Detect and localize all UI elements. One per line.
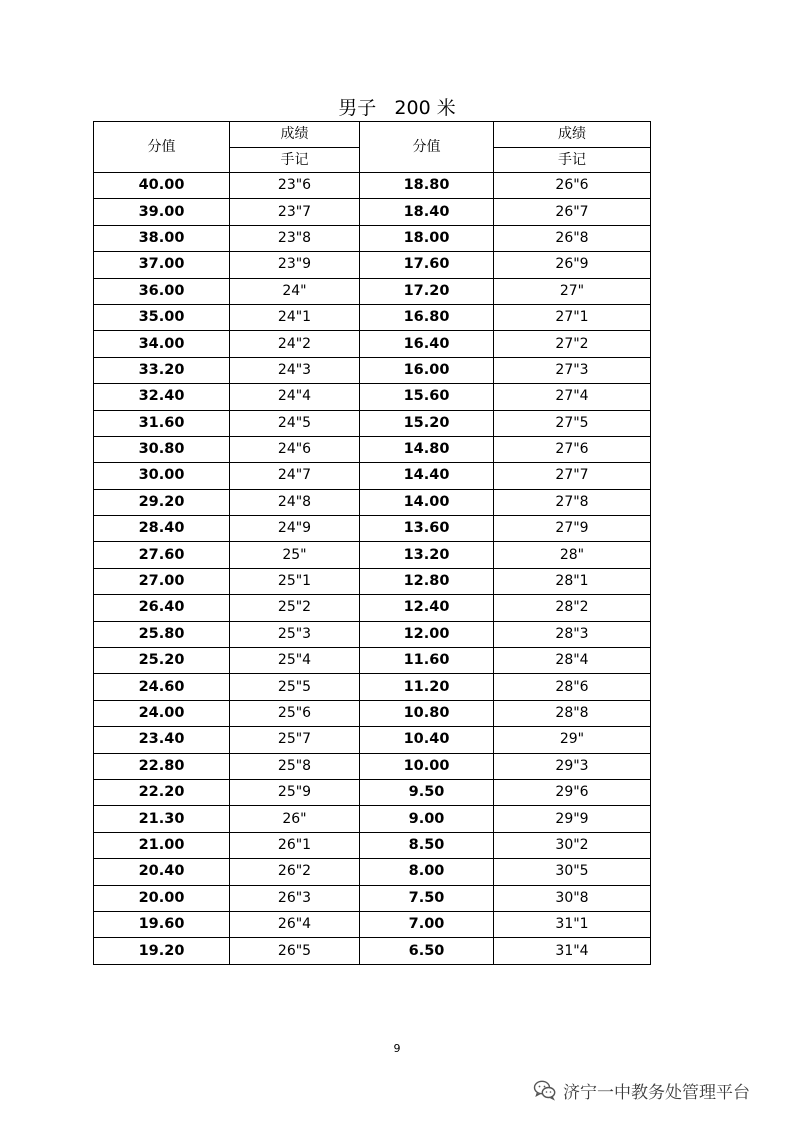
table-row	[94, 727, 651, 753]
table-row	[94, 885, 651, 911]
table-cell-result-left: 25"4	[230, 648, 360, 674]
table-row	[94, 859, 651, 885]
table-cell-score-right: 14.40	[360, 463, 494, 489]
table-cell-score-left: 24.60	[94, 674, 230, 700]
table-row	[94, 357, 651, 383]
result-header-right: 成绩	[494, 122, 651, 148]
table-cell-score-right: 13.20	[360, 542, 494, 568]
table-cell-result-right: 28"4	[494, 648, 651, 674]
table-cell-result-right: 27"3	[494, 357, 651, 383]
table-cell-result-right: 30"2	[494, 832, 651, 858]
score-table	[93, 121, 651, 965]
table-cell-result-right: 28"3	[494, 621, 651, 647]
table-cell-result-right: 26"6	[494, 173, 651, 199]
table-cell-result-right: 29"9	[494, 806, 651, 832]
table-cell-score-right: 17.20	[360, 278, 494, 304]
table-cell-result-left: 23"6	[230, 173, 360, 199]
table-cell-score-left: 24.00	[94, 700, 230, 726]
table-cell-score-left: 26.40	[94, 595, 230, 621]
table-cell-score-right: 7.00	[360, 911, 494, 937]
table-cell-result-right: 28"	[494, 542, 651, 568]
table-cell-score-left: 40.00	[94, 173, 230, 199]
page-number: 9	[393, 1042, 401, 1055]
table-cell-score-right: 14.80	[360, 436, 494, 462]
table-cell-result-right: 27"2	[494, 331, 651, 357]
table-cell-score-right: 8.00	[360, 859, 494, 885]
table-row	[94, 621, 651, 647]
table-row	[94, 806, 651, 832]
table-cell-result-left: 26"2	[230, 859, 360, 885]
table-cell-score-right: 15.20	[360, 410, 494, 436]
result-header-left: 成绩	[230, 122, 360, 148]
table-cell-score-left: 29.20	[94, 489, 230, 515]
table-cell-score-right: 12.40	[360, 595, 494, 621]
table-cell-result-right: 27"5	[494, 410, 651, 436]
table-cell-result-right: 26"7	[494, 199, 651, 225]
table-cell-score-left: 22.20	[94, 779, 230, 805]
table-cell-score-right: 18.80	[360, 173, 494, 199]
table-cell-result-left: 25"2	[230, 595, 360, 621]
table-row	[94, 278, 651, 304]
table-cell-score-left: 23.40	[94, 727, 230, 753]
table-header	[94, 122, 651, 173]
table-cell-result-left: 24"1	[230, 304, 360, 330]
table-cell-result-right: 27"8	[494, 489, 651, 515]
table-row	[94, 832, 651, 858]
table-cell-score-right: 18.40	[360, 199, 494, 225]
table-cell-result-right: 28"2	[494, 595, 651, 621]
table-cell-result-left: 24"7	[230, 463, 360, 489]
table-cell-result-left: 25"3	[230, 621, 360, 647]
table-cell-score-left: 27.60	[94, 542, 230, 568]
watermark-text: 济宁一中教务处管理平台	[563, 1082, 750, 1103]
table-cell-score-left: 30.00	[94, 463, 230, 489]
table-cell-score-left: 34.00	[94, 331, 230, 357]
table-row	[94, 911, 651, 937]
table-cell-result-right: 27"4	[494, 384, 651, 410]
table-cell-result-right: 30"5	[494, 859, 651, 885]
table-cell-result-right: 27"	[494, 278, 651, 304]
table-cell-score-right: 12.00	[360, 621, 494, 647]
table-cell-result-left: 26"3	[230, 885, 360, 911]
table-row	[94, 252, 651, 278]
table-cell-score-right: 16.80	[360, 304, 494, 330]
table-cell-score-right: 10.00	[360, 753, 494, 779]
table-cell-result-left: 25"5	[230, 674, 360, 700]
table-cell-result-left: 23"8	[230, 225, 360, 251]
table-cell-score-right: 10.40	[360, 727, 494, 753]
table-cell-result-left: 24"2	[230, 331, 360, 357]
table-cell-result-left: 24"4	[230, 384, 360, 410]
table-cell-result-left: 24"9	[230, 516, 360, 542]
table-cell-result-left: 25"6	[230, 700, 360, 726]
table-cell-score-left: 39.00	[94, 199, 230, 225]
table-cell-result-right: 31"1	[494, 911, 651, 937]
table-row	[94, 938, 651, 964]
table-row	[94, 304, 651, 330]
table-cell-result-left: 25"9	[230, 779, 360, 805]
table-cell-result-right: 28"8	[494, 700, 651, 726]
table-body	[94, 173, 651, 965]
table-cell-result-right: 27"7	[494, 463, 651, 489]
table-cell-score-left: 25.80	[94, 621, 230, 647]
wechat-icon	[533, 1079, 557, 1101]
table-row	[94, 331, 651, 357]
table-cell-score-left: 19.60	[94, 911, 230, 937]
table-cell-score-right: 15.60	[360, 384, 494, 410]
table-cell-result-left: 26"	[230, 806, 360, 832]
table-cell-score-right: 12.80	[360, 568, 494, 594]
table-cell-score-left: 21.30	[94, 806, 230, 832]
table-cell-result-left: 26"5	[230, 938, 360, 964]
table-cell-result-right: 27"1	[494, 304, 651, 330]
table-cell-result-left: 24"6	[230, 436, 360, 462]
table-cell-result-left: 23"9	[230, 252, 360, 278]
table-cell-score-left: 33.20	[94, 357, 230, 383]
table-cell-score-left: 32.40	[94, 384, 230, 410]
score-header-left: 分值	[94, 122, 230, 173]
table-cell-result-left: 25"1	[230, 568, 360, 594]
table-cell-score-left: 35.00	[94, 304, 230, 330]
table-row	[94, 225, 651, 251]
table-cell-result-right: 26"9	[494, 252, 651, 278]
table-row	[94, 199, 651, 225]
table-cell-score-right: 9.50	[360, 779, 494, 805]
table-cell-score-right: 13.60	[360, 516, 494, 542]
table-cell-score-left: 36.00	[94, 278, 230, 304]
table-cell-score-right: 9.00	[360, 806, 494, 832]
table-row	[94, 173, 651, 199]
table-row	[94, 648, 651, 674]
table-cell-result-left: 24"	[230, 278, 360, 304]
table-cell-result-right: 31"4	[494, 938, 651, 964]
table-cell-result-right: 29"	[494, 727, 651, 753]
page-title: 男子 200 米	[338, 97, 456, 119]
table-cell-score-left: 22.80	[94, 753, 230, 779]
table-cell-result-right: 28"6	[494, 674, 651, 700]
table-cell-score-left: 37.00	[94, 252, 230, 278]
table-cell-score-right: 16.40	[360, 331, 494, 357]
table-cell-score-left: 19.20	[94, 938, 230, 964]
table-cell-score-right: 11.20	[360, 674, 494, 700]
table-cell-score-left: 30.80	[94, 436, 230, 462]
table-cell-result-left: 24"3	[230, 357, 360, 383]
table-row	[94, 463, 651, 489]
table-row	[94, 595, 651, 621]
table-row	[94, 516, 651, 542]
score-header-right: 分值	[360, 122, 494, 173]
table-cell-score-left: 38.00	[94, 225, 230, 251]
table-cell-score-left: 21.00	[94, 832, 230, 858]
table-row	[94, 489, 651, 515]
table-cell-result-right: 29"6	[494, 779, 651, 805]
table-cell-result-left: 25"7	[230, 727, 360, 753]
table-cell-score-right: 17.60	[360, 252, 494, 278]
table-cell-result-right: 29"3	[494, 753, 651, 779]
table-cell-score-right: 11.60	[360, 648, 494, 674]
table-cell-score-left: 31.60	[94, 410, 230, 436]
table-cell-score-right: 6.50	[360, 938, 494, 964]
table-cell-result-right: 30"8	[494, 885, 651, 911]
table-cell-result-left: 25"8	[230, 753, 360, 779]
table-cell-result-left: 24"5	[230, 410, 360, 436]
table-cell-result-left: 24"8	[230, 489, 360, 515]
table-cell-result-left: 23"7	[230, 199, 360, 225]
table-row	[94, 753, 651, 779]
table-cell-result-left: 26"4	[230, 911, 360, 937]
method-header-right: 手记	[494, 147, 651, 173]
table-cell-score-left: 20.40	[94, 859, 230, 885]
table-cell-score-left: 28.40	[94, 516, 230, 542]
table-row	[94, 542, 651, 568]
table-row	[94, 700, 651, 726]
table-cell-result-left: 26"1	[230, 832, 360, 858]
table-cell-score-right: 8.50	[360, 832, 494, 858]
table-row	[94, 568, 651, 594]
table-cell-result-right: 28"1	[494, 568, 651, 594]
table-row	[94, 436, 651, 462]
method-header-left: 手记	[230, 147, 360, 173]
table-row	[94, 410, 651, 436]
table-cell-score-left: 25.20	[94, 648, 230, 674]
table-cell-score-right: 16.00	[360, 357, 494, 383]
watermark	[533, 1076, 750, 1104]
table-row	[94, 779, 651, 805]
table-row	[94, 674, 651, 700]
table-cell-result-right: 27"9	[494, 516, 651, 542]
table-cell-score-left: 20.00	[94, 885, 230, 911]
table-cell-score-right: 7.50	[360, 885, 494, 911]
table-cell-result-right: 27"6	[494, 436, 651, 462]
table-cell-result-right: 26"8	[494, 225, 651, 251]
table-cell-result-left: 25"	[230, 542, 360, 568]
table-row	[94, 384, 651, 410]
table-cell-score-right: 18.00	[360, 225, 494, 251]
table-cell-score-right: 14.00	[360, 489, 494, 515]
table-cell-score-right: 10.80	[360, 700, 494, 726]
table-cell-score-left: 27.00	[94, 568, 230, 594]
